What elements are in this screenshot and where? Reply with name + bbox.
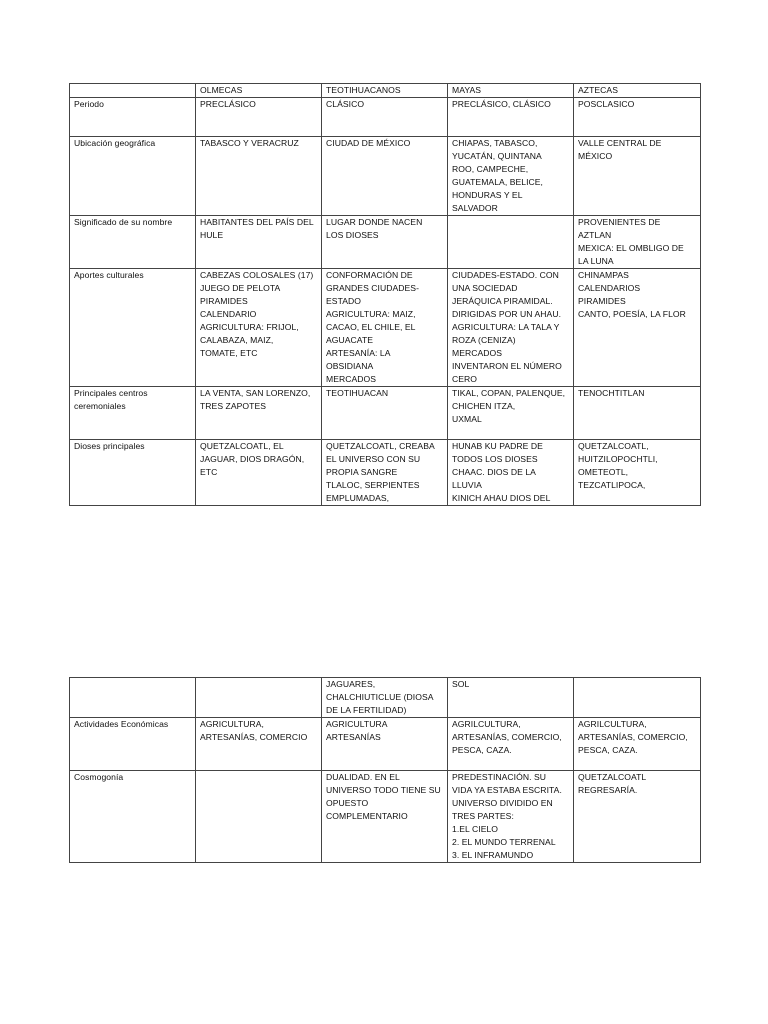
cell-text-line: AGUACATE: [326, 335, 374, 345]
cell-text-line: JUEGO DE PELOTA: [200, 283, 281, 293]
table-cell: [574, 440, 701, 506]
table-row: [70, 718, 701, 771]
cell-text-line: GRANDES CIUDADES-: [326, 283, 420, 293]
cell-text-line: AGRICULTURA,: [200, 719, 264, 729]
cell-text-line: CHIAPAS, TABASCO,: [452, 138, 538, 148]
row-label: Aportes culturales: [74, 270, 144, 280]
cell-text-line: LLUVIA: [452, 480, 482, 490]
row-label: Dioses principales: [74, 441, 145, 451]
cell-text-line: AGRICULTURA: MAIZ,: [326, 309, 416, 319]
civilizations-table-continued: [69, 677, 701, 863]
row-label: Principales centros: [74, 388, 148, 398]
table-cell: [196, 269, 322, 387]
cell-text-line: PRECLÁSICO: [200, 99, 256, 109]
cell-text-line: UXMAL: [452, 414, 482, 424]
table-cell: [448, 771, 574, 863]
cell-text-line: TRES PARTES:: [452, 811, 514, 821]
cell-text-line: SOL: [452, 679, 470, 689]
row-label-cell: [70, 678, 196, 718]
table-cell: [196, 387, 322, 440]
row-label-cell: [70, 98, 196, 137]
table-cell: [448, 98, 574, 137]
row-label: Significado de su nombre: [74, 217, 173, 227]
cell-text-line: PIRAMIDES: [200, 296, 248, 306]
table-row: [70, 387, 701, 440]
cell-text-line: CHINAMPAS: [578, 270, 629, 280]
table-cell: [322, 269, 448, 387]
table-cell: [448, 678, 574, 718]
cell-text-line: PROVENIENTES DE: [578, 217, 661, 227]
table-cell: [448, 137, 574, 216]
cell-text-line: VIDA YA ESTABA ESCRITA.: [452, 785, 562, 795]
cell-text-line: HABITANTES DEL PAÍS DEL: [200, 217, 314, 227]
civilizations-table-continued-body: [70, 678, 701, 863]
row-label: Cosmogonía: [74, 772, 124, 782]
cell-text-line: TRES ZAPOTES: [200, 401, 267, 411]
cell-text-line: ARTESANÍA: LA: [326, 348, 391, 358]
table-cell: [322, 98, 448, 137]
cell-text-line: HONDURAS Y EL: [452, 190, 523, 200]
cell-text-line: TLALOC, SERPIENTES: [326, 480, 420, 490]
cell-text-line: TEZCATLIPOCA,: [578, 480, 646, 490]
cell-text-line: CHICHEN ITZA,: [452, 401, 516, 411]
header-mayas: MAYAS: [452, 85, 482, 95]
row-label-cell: [70, 718, 196, 771]
cell-text-line: JAGUARES,: [326, 679, 376, 689]
table-row: [70, 137, 701, 216]
cell-text-line: MERCADOS: [452, 348, 503, 358]
cell-text-line: HUNAB KU PADRE DE: [452, 441, 543, 451]
cell-text-line: KINICH AHAU DIOS DEL: [452, 493, 551, 503]
table-cell: [322, 771, 448, 863]
cell-text-line: CACAO, EL CHILE, EL: [326, 322, 416, 332]
table-cell: [574, 718, 701, 771]
cell-text-line: PESCA, CAZA.: [452, 745, 512, 755]
table-cell: [448, 718, 574, 771]
table-row: [70, 678, 701, 718]
cell-text-line: ROZA (CENIZA): [452, 335, 516, 345]
table-cell: [196, 216, 322, 269]
table-header-cell: [574, 84, 701, 98]
table-cell: [196, 98, 322, 137]
cell-text-line: ARTESANÍAS, COMERCIO: [200, 732, 308, 742]
cell-text-line: QUETZALCOATL, CREABA: [326, 441, 435, 451]
civilizations-table-body: [70, 84, 701, 506]
cell-text-line: COMPLEMENTARIO: [326, 811, 408, 821]
table-cell: [574, 137, 701, 216]
cell-text-line: PREDESTINACIÓN. SU: [452, 772, 547, 782]
cell-text-line: OPUESTO: [326, 798, 369, 808]
cell-text-line: CONFORMACIÓN DE: [326, 270, 413, 280]
cell-text-line: TODOS LOS DIOSES: [452, 454, 538, 464]
table-cell: [574, 387, 701, 440]
cell-text-line: JERÁQUICA PIRAMIDAL.: [452, 296, 553, 306]
table-header-row: [70, 84, 701, 98]
row-label-cell: [70, 137, 196, 216]
cell-text-line: OMETEOTL,: [578, 467, 629, 477]
cell-text-line: DIRIGIDAS POR UN AHAU.: [452, 309, 562, 319]
row-label: Actividades Económicas: [74, 719, 169, 729]
cell-text-line: PESCA, CAZA.: [578, 745, 638, 755]
cell-text-line: TOMATE, ETC: [200, 348, 258, 358]
table-cell: [322, 216, 448, 269]
cell-text-line: DE LA FERTILIDAD): [326, 705, 407, 715]
cell-text-line: ETC: [200, 467, 218, 477]
cell-text-line: CLÁSICO: [326, 99, 365, 109]
row-label-cell: [70, 269, 196, 387]
cell-text-line: CANTO, POESÍA, LA FLOR: [578, 309, 686, 319]
table-cell: [196, 718, 322, 771]
cell-text-line: MERCADOS: [326, 374, 377, 384]
cell-text-line: 2. EL MUNDO TERRENAL: [452, 837, 556, 847]
cell-text-line: ARTESANÍAS: [326, 732, 381, 742]
table-row: [70, 98, 701, 137]
cell-text-line: AGRILCULTURA,: [578, 719, 647, 729]
cell-text-line: LA VENTA, SAN LORENZO,: [200, 388, 311, 398]
cell-text-line: CALENDARIOS: [578, 283, 641, 293]
table-row: [70, 440, 701, 506]
cell-text-line: AGRICULTURA: FRIJOL,: [200, 322, 299, 332]
cell-text-line: ARTESANÍAS, COMERCIO,: [452, 732, 562, 742]
cell-text-line: CHAAC. DIOS DE LA: [452, 467, 536, 477]
cell-text-line: CIUDADES-ESTADO. CON: [452, 270, 559, 280]
header-olmecas: OLMECAS: [200, 85, 243, 95]
cell-text-line: QUETZALCOATL: [578, 772, 647, 782]
table-row: [70, 771, 701, 863]
table-cell: [196, 440, 322, 506]
cell-text-line: AGRILCULTURA,: [452, 719, 521, 729]
cell-text-line: QUETZALCOATL,: [578, 441, 649, 451]
cell-text-line: DUALIDAD. EN EL: [326, 772, 400, 782]
cell-text-line: CERO: [452, 374, 478, 384]
row-label: Periodo: [74, 99, 104, 109]
cell-text-line: AGRICULTURA: [326, 719, 388, 729]
table-cell: [574, 98, 701, 137]
civilizations-table: [69, 83, 701, 506]
cell-text-line: GUATEMALA, BELICE,: [452, 177, 543, 187]
cell-text-line: UNA SOCIEDAD: [452, 283, 518, 293]
cell-text-line: CABEZAS COLOSALES (17): [200, 270, 314, 280]
cell-text-line: CHALCHIUTICLUE (DIOSA: [326, 692, 434, 702]
cell-text-line: 3. EL INFRAMUNDO: [452, 850, 534, 860]
cell-text-line: CIUDAD DE MÉXICO: [326, 138, 411, 148]
cell-text-line: QUETZALCOATL, EL: [200, 441, 284, 451]
cell-text-line: YUCATÁN, QUINTANA: [452, 151, 542, 161]
row-label-cell: [70, 387, 196, 440]
cell-text-line: AZTLAN: [578, 230, 612, 240]
cell-text-line: REGRESARÍA.: [578, 785, 638, 795]
table-cell: [196, 678, 322, 718]
cell-text-line: PIRAMIDES: [578, 296, 626, 306]
cell-text-line: EL UNIVERSO CON SU: [326, 454, 421, 464]
header-aztecas: AZTECAS: [578, 85, 618, 95]
cell-text-line: ROO, CAMPECHE,: [452, 164, 529, 174]
cell-text-line: UNIVERSO DIVIDIDO EN: [452, 798, 553, 808]
table-cell: [448, 216, 574, 269]
table-row: [70, 216, 701, 269]
cell-text-line: TABASCO Y VERACRUZ: [200, 138, 299, 148]
cell-text-line: SALVADOR: [452, 203, 498, 213]
row-label-cell: [70, 440, 196, 506]
cell-text-line: POSCLASICO: [578, 99, 635, 109]
cell-text-line: MEXICA: EL OMBLIGO DE: [578, 243, 684, 253]
table-cell: [574, 269, 701, 387]
table-cell: [322, 440, 448, 506]
table-cell: [448, 440, 574, 506]
row-label: ceremoniales: [74, 401, 126, 411]
table-cell: [574, 771, 701, 863]
table-cell: [322, 137, 448, 216]
cell-text-line: OBSIDIANA: [326, 361, 374, 371]
table-cell: [322, 678, 448, 718]
table-header-cell: [322, 84, 448, 98]
table-cell: [448, 269, 574, 387]
table-header-cell: [70, 84, 196, 98]
table-cell: [322, 718, 448, 771]
cell-text-line: ESTADO: [326, 296, 361, 306]
cell-text-line: PROPIA SANGRE: [326, 467, 398, 477]
table-cell: [322, 387, 448, 440]
row-label: Ubicación geográfica: [74, 138, 156, 148]
table-cell: [196, 137, 322, 216]
table-cell: [196, 771, 322, 863]
table-cell: [448, 387, 574, 440]
cell-text-line: LOS DIOSES: [326, 230, 379, 240]
cell-text-line: EMPLUMADAS,: [326, 493, 390, 503]
cell-text-line: HUITZILOPOCHTLI,: [578, 454, 658, 464]
cell-text-line: INVENTARON EL NÚMERO: [452, 361, 562, 371]
cell-text-line: UNIVERSO TODO TIENE SU: [326, 785, 441, 795]
cell-text-line: TENOCHTITLAN: [578, 388, 645, 398]
cell-text-line: TEOTIHUACAN: [326, 388, 389, 398]
cell-text-line: LUGAR DONDE NACEN: [326, 217, 423, 227]
cell-text-line: ARTESANÍAS, COMERCIO,: [578, 732, 688, 742]
cell-text-line: TIKAL, COPAN, PALENQUE,: [452, 388, 566, 398]
table-cell: [574, 678, 701, 718]
table-row: [70, 269, 701, 387]
cell-text-line: PRECLÁSICO, CLÁSICO: [452, 99, 551, 109]
row-label-cell: [70, 771, 196, 863]
cell-text-line: CALENDARIO: [200, 309, 257, 319]
cell-text-line: LA LUNA: [578, 256, 614, 266]
cell-text-line: VALLE CENTRAL DE: [578, 138, 662, 148]
cell-text-line: 1.EL CIELO: [452, 824, 499, 834]
header-teotihuacanos: TEOTIHUACANOS: [326, 85, 401, 95]
table-header-cell: [196, 84, 322, 98]
cell-text-line: JAGUAR, DIOS DRAGÓN,: [200, 454, 305, 464]
cell-text-line: HULE: [200, 230, 224, 240]
row-label-cell: [70, 216, 196, 269]
table-cell: [574, 216, 701, 269]
cell-text-line: MÉXICO: [578, 151, 613, 161]
cell-text-line: CALABAZA, MAIZ,: [200, 335, 274, 345]
cell-text-line: AGRICULTURA: LA TALA Y: [452, 322, 560, 332]
table-header-cell: [448, 84, 574, 98]
